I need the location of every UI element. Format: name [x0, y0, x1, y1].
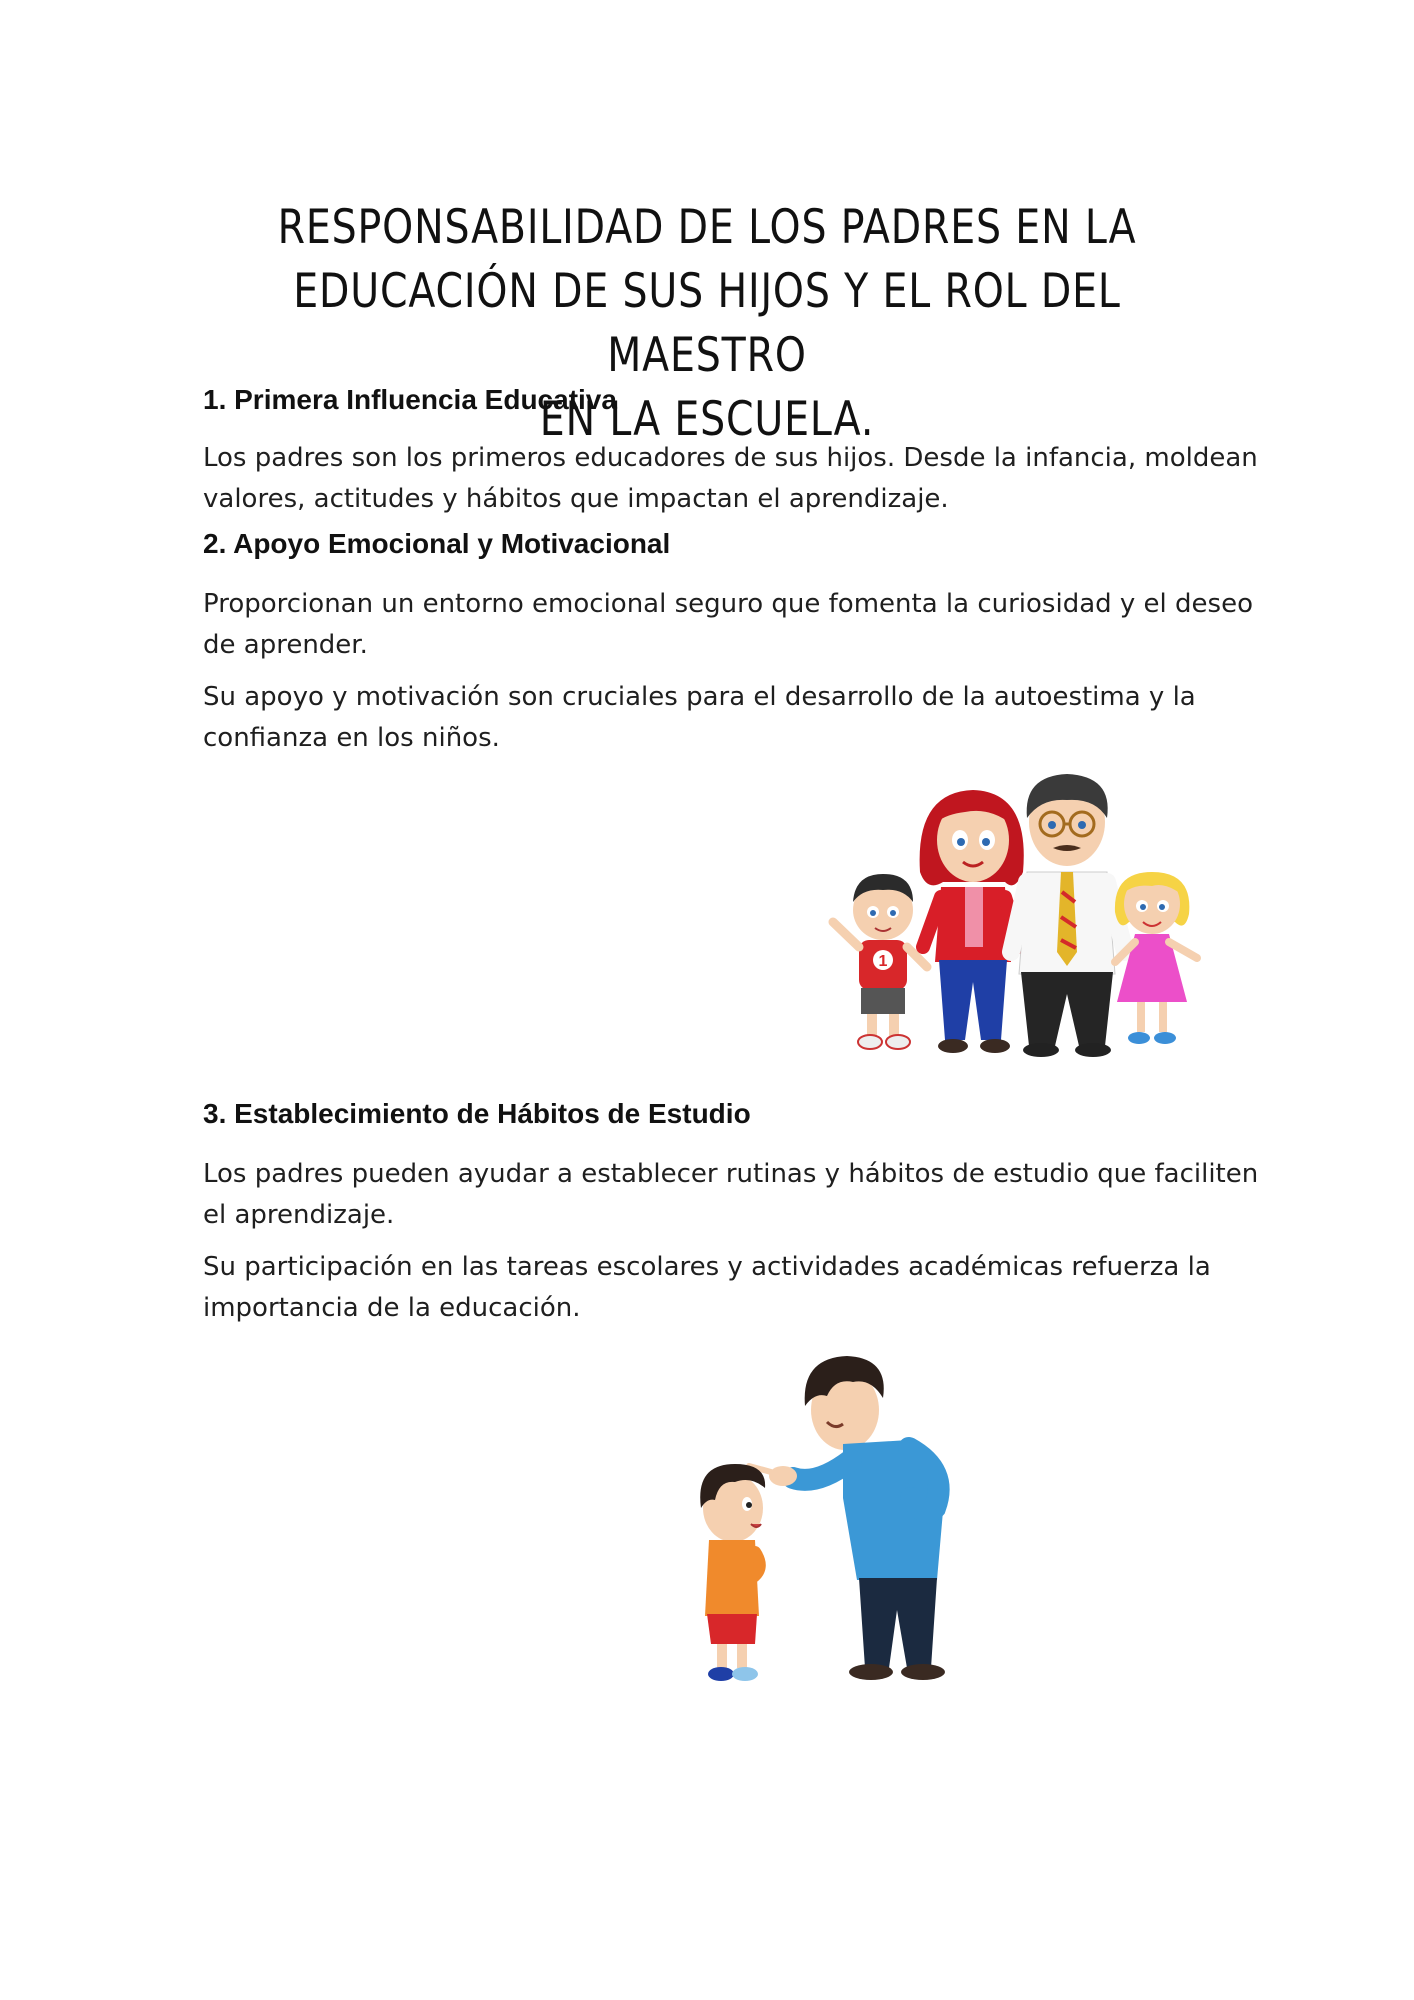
mother-figure [920, 790, 1024, 1053]
father-figure [1011, 774, 1125, 1057]
section-heading-3: 3. Establecimiento de Hábitos de Estudio [203, 1098, 751, 1129]
section-heading-1: 1. Primera Influencia Educativa [203, 384, 617, 415]
section-3-paragraph-1: Los padres pueden ayudar a establecer rutinas y hábitos de estudio que faciliten el aprendizaje. [203, 1159, 1259, 1230]
section-heading-2: 2. Apoyo Emocional y Motivacional [203, 528, 671, 559]
father-and-son-illustration [675, 1348, 995, 1688]
svg-text:1: 1 [878, 953, 888, 970]
section-2-paragraph-2: Su apoyo y motivación son cruciales para el desarrollo de la autoestima y la confianza en los niños. [203, 682, 1196, 753]
title-line-2: EDUCACIÓN DE SUS HIJOS Y EL ROL DEL MAESTRO [293, 264, 1121, 384]
section-2-paragraph-1: Proporcionan un entorno emocional seguro que fomenta la curiosidad y el deseo de aprender. [203, 589, 1253, 660]
title-line-1: RESPONSABILIDAD DE LOS PADRES EN LA [277, 200, 1137, 256]
section-3-paragraph-2: Su participación en las tareas escolares y actividades académicas refuerza la importancia de la educación. [203, 1252, 1211, 1323]
family-illustration [815, 762, 1215, 1062]
boy-figure-2 [700, 1464, 765, 1681]
boy-figure [833, 874, 927, 1049]
title-line-3: EN LA ESCUELA. [539, 392, 875, 448]
father-figure-2 [749, 1356, 945, 1680]
section-1-paragraph-1: Los padres son los primeros educadores de sus hijos. Desde la infancia, moldean valores, actitudes y hábitos que impactan el aprendizaje. [203, 443, 1258, 514]
